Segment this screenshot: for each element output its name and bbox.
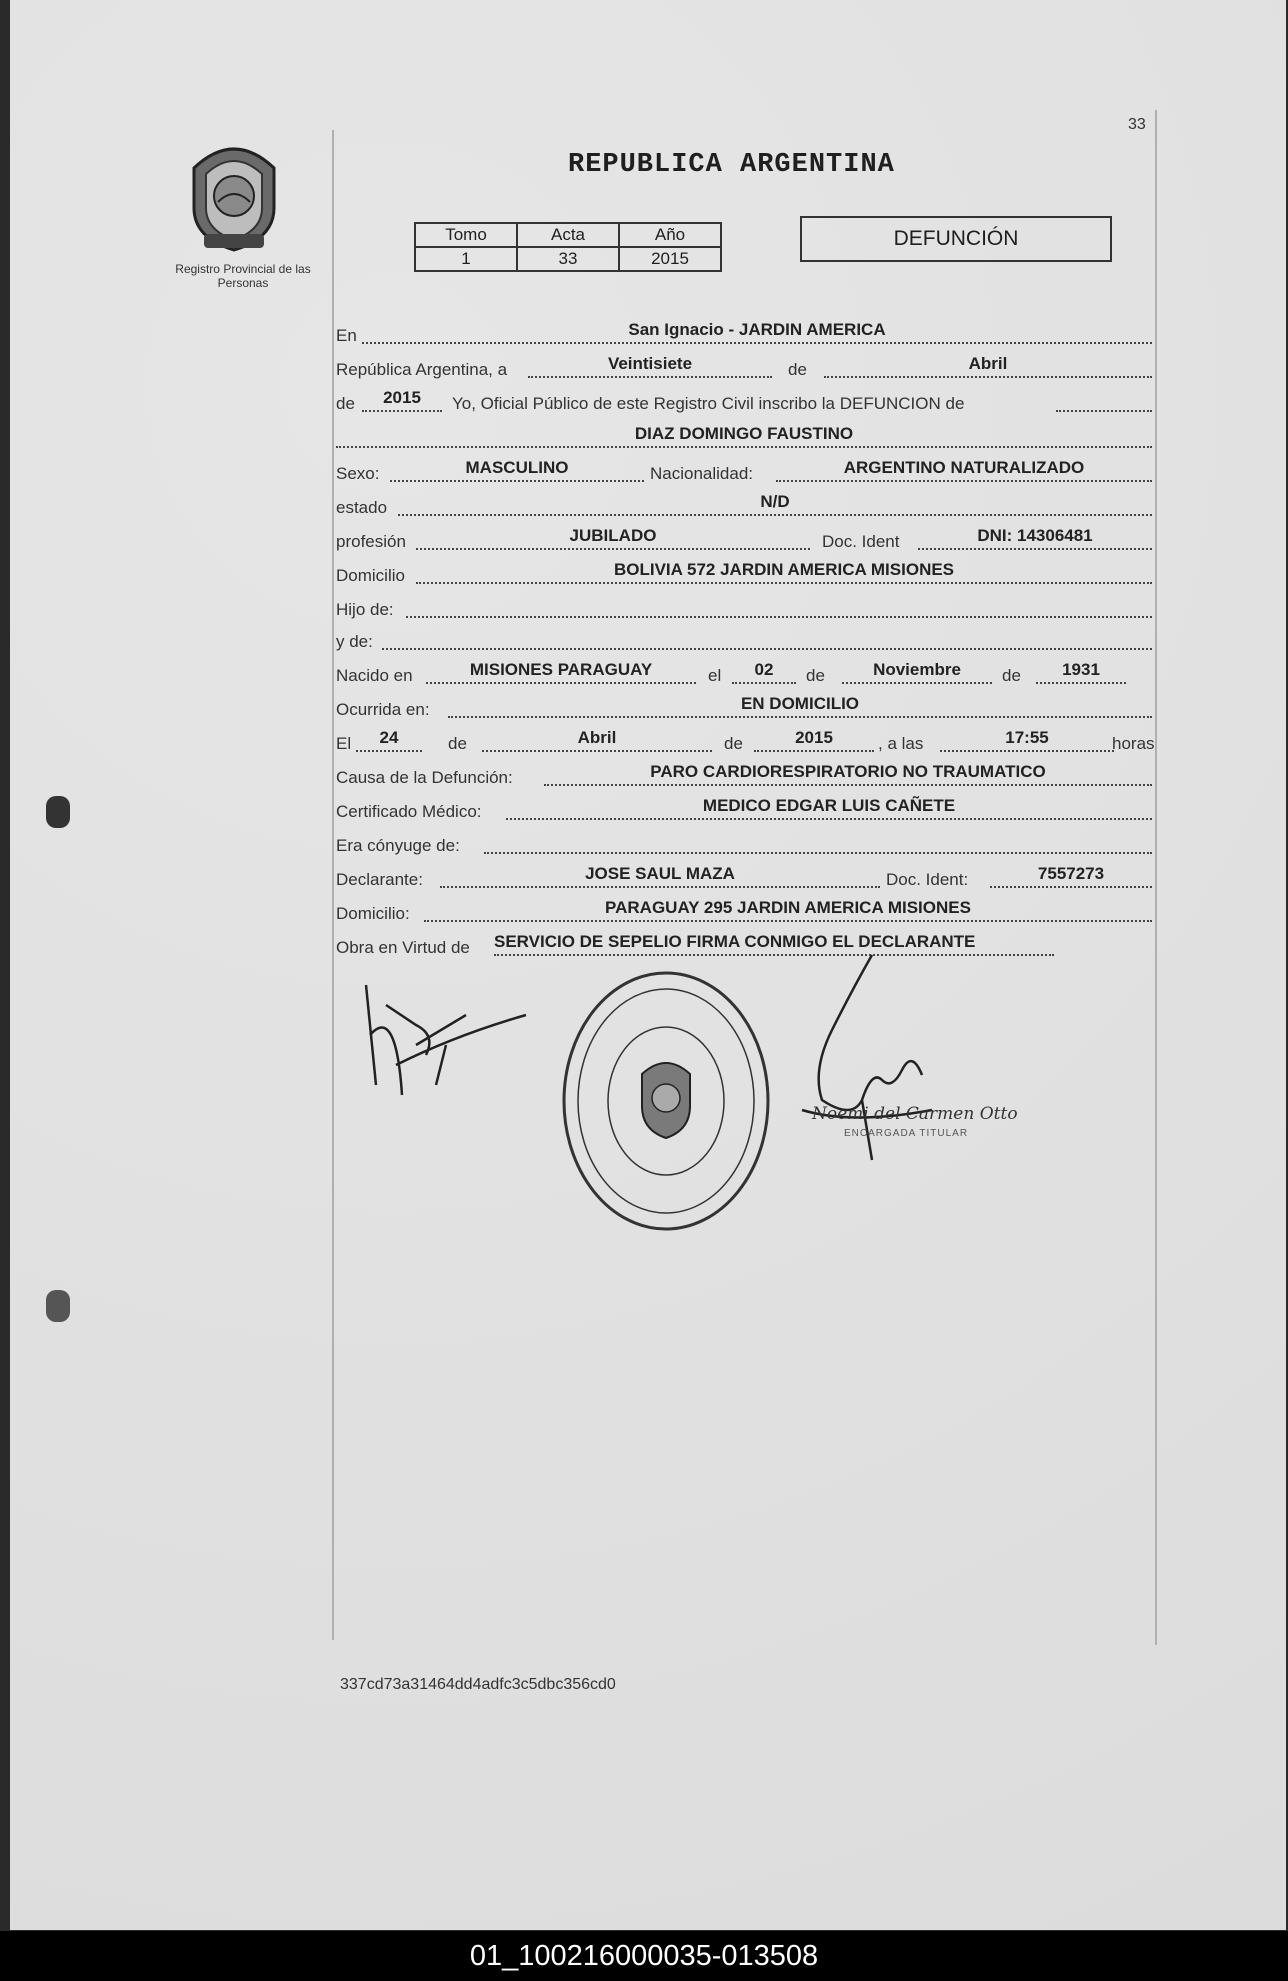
field-mes: Abril: [824, 354, 1152, 378]
label-de-2: de: [336, 394, 355, 413]
label-de-6: de: [724, 734, 743, 753]
field-declarante-doc: 7557273: [990, 864, 1152, 888]
label-el-upper: El: [336, 734, 352, 753]
field-nombre: DIAZ DOMINGO FAUSTINO: [336, 424, 1152, 448]
official-stamp: [556, 966, 776, 1236]
field-obra: SERVICIO DE SEPELIO FIRMA CONMIGO EL DECLARANTE: [494, 932, 1054, 956]
field-declarante: JOSE SAUL MAZA: [440, 864, 880, 888]
label-profesion: profesión: [336, 532, 406, 551]
field-fallec-mes: Abril: [482, 728, 712, 752]
label-ocurrida-en: Ocurrida en:: [336, 700, 430, 719]
field-y-de: [382, 626, 1152, 650]
field-nacionalidad: ARGENTINO NATURALIZADO: [776, 458, 1152, 482]
right-border: [1155, 110, 1157, 1645]
label-yo-oficial: Yo, Oficial Público de este Registro Civil inscribo la DEFUNCION de: [452, 394, 965, 413]
row-fecha-fallecimiento: [336, 724, 1155, 754]
row-y-de: [336, 622, 1152, 652]
row-obra: [336, 928, 1152, 958]
registrar-name: Noemi del Carmen Otto: [812, 1104, 1018, 1124]
label-horas: horas: [1112, 734, 1155, 753]
label-a-las: , a las: [878, 734, 924, 753]
label-declarante-domicilio: Domicilio:: [336, 904, 410, 923]
punch-hole-top: [46, 796, 70, 828]
label-causa: Causa de la Defunción:: [336, 768, 513, 787]
label-de-5: de: [448, 734, 467, 753]
field-causa: PARO CARDIORESPIRATORIO NO TRAUMATICO: [544, 762, 1152, 786]
label-conyuge: Era cónyuge de:: [336, 836, 460, 855]
punch-hole-bottom: [46, 1290, 70, 1322]
label-y-de: y de:: [336, 632, 373, 651]
footer-code: 01_100216000035-013508: [469, 1940, 819, 1972]
label-doc-ident: Doc. Ident: [822, 532, 900, 551]
row-fecha-acta: [336, 350, 1152, 380]
field-sexo: MASCULINO: [390, 458, 644, 482]
row-ocurrida: [336, 690, 1152, 720]
row-conyuge: [336, 826, 1152, 856]
label-nacido-en: Nacido en: [336, 666, 413, 685]
field-dia-texto: Veintisiete: [528, 354, 772, 378]
field-fallec-dia: 24: [356, 728, 422, 752]
field-fallec-anio: 2015: [754, 728, 874, 752]
label-en: En: [336, 326, 357, 345]
register-table: [414, 222, 722, 272]
field-nacido-mes: Noviembre: [842, 660, 992, 684]
label-certificado: Certificado Médico:: [336, 802, 482, 821]
field-domicilio: BOLIVIA 572 JARDIN AMERICA MISIONES: [416, 560, 1152, 584]
label-el: el: [708, 666, 722, 685]
field-declarante-domicilio: PARAGUAY 295 JARDIN AMERICA MISIONES: [424, 898, 1152, 922]
field-certificado: MEDICO EDGAR LUIS CAÑETE: [506, 796, 1152, 820]
row-lugar: [336, 316, 1152, 346]
label-estado: estado: [336, 498, 388, 517]
row-causa: [336, 758, 1152, 788]
label-de-4: de: [1002, 666, 1021, 685]
register-header-acta: Acta: [517, 223, 619, 247]
label-nacionalidad: Nacionalidad:: [650, 464, 754, 483]
register-value-row: [415, 247, 721, 271]
province-seal-logo: [182, 138, 286, 259]
row-sexo: [336, 454, 1152, 484]
register-value-tomo: 1: [415, 247, 517, 271]
document-sheet: [10, 0, 1286, 1930]
field-doc-ident: DNI: 14306481: [918, 526, 1152, 550]
row-estado: [336, 488, 1152, 518]
label-domicilio: Domicilio: [336, 566, 405, 585]
field-estado: N/D: [398, 492, 1152, 516]
label-declarante-doc: Doc. Ident:: [886, 870, 969, 889]
field-inscripcion-blank: [1056, 388, 1152, 412]
label-sexo: Sexo:: [336, 464, 380, 483]
row-declarante-domicilio: [336, 894, 1152, 924]
field-nacido-anio: 1931: [1036, 660, 1126, 684]
field-hijo-de: [406, 594, 1152, 618]
row-domicilio: [336, 556, 1152, 586]
row-certificado: [336, 792, 1152, 822]
field-fallec-hora: 17:55: [940, 728, 1114, 752]
footer-code-bar: [0, 1931, 1288, 1981]
field-nacido-lugar: MISIONES PARAGUAY: [426, 660, 696, 684]
row-nacimiento: [336, 656, 1152, 686]
row-profesion: [336, 522, 1152, 552]
seal-icon: [182, 138, 286, 254]
register-header-row: [415, 223, 721, 247]
document-type-box: DEFUNCIÓN: [800, 216, 1112, 262]
label-de-1: de: [788, 360, 807, 379]
declarant-signature: [356, 975, 536, 1115]
field-nacido-dia: 02: [732, 660, 796, 684]
row-inscripcion: [336, 384, 1152, 414]
document-title: REPUBLICA ARGENTINA: [568, 150, 895, 180]
register-value-anio: 2015: [619, 247, 721, 271]
field-anio: 2015: [362, 388, 442, 412]
label-de-3: de: [806, 666, 825, 685]
register-header-anio: Año: [619, 223, 721, 247]
label-obra: Obra en Virtud de: [336, 938, 470, 957]
field-profesion: JUBILADO: [416, 526, 810, 550]
field-lugar: San Ignacio - JARDIN AMERICA: [362, 320, 1152, 344]
register-value-acta: 33: [517, 247, 619, 271]
row-hijo-de: [336, 590, 1152, 620]
field-ocurrida-en: EN DOMICILIO: [448, 694, 1152, 718]
label-republica: República Argentina, a: [336, 360, 508, 379]
label-hijo-de: Hijo de:: [336, 600, 394, 619]
left-border: [332, 130, 334, 1640]
row-declarante: [336, 860, 1152, 890]
row-nombre: [336, 420, 1152, 450]
page-number: 33: [1128, 116, 1146, 133]
document-hash: 337cd73a31464dd4adfc3c5dbc356cd0: [340, 1676, 616, 1693]
label-declarante: Declarante:: [336, 870, 423, 889]
logo-caption: Registro Provincial de las Personas: [175, 262, 311, 290]
field-conyuge: [484, 830, 1152, 854]
registrar-role: ENCARGADA TITULAR: [844, 1128, 969, 1139]
register-header-tomo: Tomo: [415, 223, 517, 247]
